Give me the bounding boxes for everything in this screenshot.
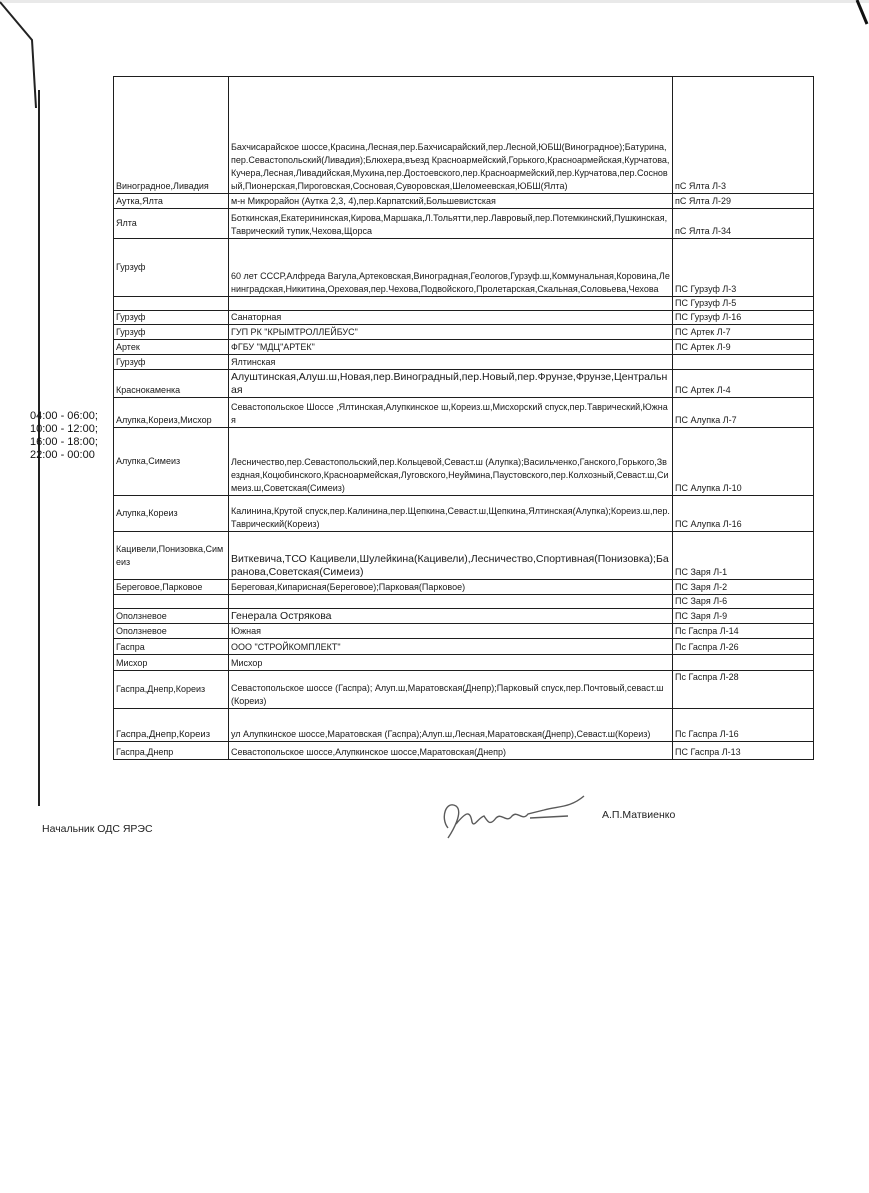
streets-cell: Южная <box>229 624 673 639</box>
table-row <box>114 340 814 355</box>
streets-cell: Мисхор <box>229 655 673 671</box>
area-cell: Гурзуф <box>114 325 229 340</box>
substation-cell: Пс Гаспра Л-16 <box>673 709 814 742</box>
substation-cell: ПС Заря Л-9 <box>673 609 814 624</box>
substation-cell: ПС Заря Л-1 <box>673 532 814 580</box>
scan-corner-mark <box>0 0 38 110</box>
handwritten-signature <box>418 788 590 846</box>
streets-cell: Севастопольское шоссе (Гаспра); Алуп.ш,Маратовская(Днепр);Парковый спуск,пер.Почтовый,севаст.ш(Кореиз) <box>229 671 673 709</box>
area-cell: Гаспра,Днепр,Кореиз <box>114 671 229 709</box>
table-row <box>114 595 814 609</box>
substation-cell: ПС Алупка Л-10 <box>673 428 814 496</box>
area-cell: Алупка,Симеиз <box>114 428 229 496</box>
substation-cell: пС Ялта Л-3 <box>673 77 814 194</box>
table-row <box>114 209 814 239</box>
substation-cell: ПС Гаспра Л-13 <box>673 742 814 760</box>
streets-cell: м-н Микрорайон (Аутка 2,3, 4),пер.Карпатский,Большевистская <box>229 194 673 209</box>
streets-cell <box>229 297 673 311</box>
table-row <box>114 239 814 297</box>
substation-cell: ПС Артек Л-4 <box>673 370 814 398</box>
scan-edge <box>0 0 869 3</box>
area-cell: Оползневое <box>114 609 229 624</box>
area-cell: Мисхор <box>114 655 229 671</box>
streets-cell: Ялтинская <box>229 355 673 370</box>
streets-cell: Санаторная <box>229 311 673 325</box>
streets-cell <box>229 595 673 609</box>
area-cell: Гаспра,Днепр,Кореиз <box>114 709 229 742</box>
substation-cell: ПС Гурзуф Л-5 <box>673 297 814 311</box>
area-cell: Алупка,Кореиз <box>114 496 229 532</box>
table-row <box>114 311 814 325</box>
substation-cell: ПС Артек Л-7 <box>673 325 814 340</box>
time-slot: 22:00 - 00:00 <box>30 449 95 461</box>
table-row <box>114 398 814 428</box>
substation-cell: ПС Заря Л-6 <box>673 595 814 609</box>
area-cell: Краснокаменка <box>114 370 229 398</box>
streets-cell: Алуштинская,Алуш.ш,Новая,пер.Виноградный,пер.Новый,пер.Фрунзе,Фрунзе,Центральная <box>229 370 673 398</box>
substation-cell: ПС Артек Л-9 <box>673 340 814 355</box>
area-cell: Ялта <box>114 209 229 239</box>
streets-cell: Севастопольское Шоссе ,Ялтинская,Алупкинское ш,Кореиз.ш,Мисхорский спуск,пер.Таврический,Южная <box>229 398 673 428</box>
substation-cell: пС Ялта Л-34 <box>673 209 814 239</box>
substation-cell: пС Ялта Л-29 <box>673 194 814 209</box>
table-row <box>114 532 814 580</box>
table-row <box>114 655 814 671</box>
substation-cell: ПС Заря Л-2 <box>673 580 814 595</box>
table-row <box>114 496 814 532</box>
substation-cell: Пс Гаспра Л-14 <box>673 624 814 639</box>
streets-cell: Бахчисарайское шоссе,Красина,Лесная,пер.Бахчисарайский,пер.Лесной,ЮБШ(Виноградное);Батурина,пер.Севастопольский(Ливадия);Блюхера,въезд Красноармейский,Горького,Красноармейская,Курчатова,Кучера,Лесная,Ливадийская,Мухина,пер.Достоевского,пер.Красноармейский,пер.Курчатова,пер.Сосновый,Пионерская,Пироговская,Сосновая,Суворовская,Шеломеевская,ЮБШ(Ялта) <box>229 77 673 194</box>
area-cell <box>114 595 229 609</box>
table-row <box>114 428 814 496</box>
streets-cell: Генерала Острякова <box>229 609 673 624</box>
area-cell: Аутка,Ялта <box>114 194 229 209</box>
table-row <box>114 355 814 370</box>
streets-cell: ГУП РК "КРЫМТРОЛЛЕЙБУС" <box>229 325 673 340</box>
time-slots <box>30 410 120 462</box>
streets-cell: Боткинская,Екатерининская,Кирова,Маршака,Л.Тольятти,пер.Лавровый,пер.Потемкинский,Пушкинская,Таврический тупик,Чехова,Щорса <box>229 209 673 239</box>
time-slot: 16:00 - 18:00; <box>30 436 98 448</box>
streets-cell: Севастопольское шоссе,Алупкинское шоссе,Маратовская(Днепр) <box>229 742 673 760</box>
substation-cell <box>673 655 814 671</box>
streets-cell: Калинина,Крутой спуск,пер.Калинина,пер.Щепкина,Севаст.ш,Щепкина,Ялтинская(Алупка);Кореиз.ш,пер.Таврический(Кореиз) <box>229 496 673 532</box>
substation-cell: Пс Гаспра Л-28 <box>673 671 814 709</box>
streets-cell: Виткевича,ТСО Кацивели,Шулейкина(Кацивели),Лесничество,Спортивная(Понизовка);Барановa,Советская(Симеиз) <box>229 532 673 580</box>
substation-cell: ПС Гурзуф Л-3 <box>673 239 814 297</box>
area-cell: Гурзуф <box>114 355 229 370</box>
table-row <box>114 370 814 398</box>
streets-cell: ФГБУ "МДЦ"АРТЕК" <box>229 340 673 355</box>
signatory-name: А.П.Матвиенко <box>602 809 676 821</box>
table-row <box>114 624 814 639</box>
area-cell: Гурзуф <box>114 311 229 325</box>
streets-cell: Береговая,Кипарисная(Береговое);Парковая(Парковое) <box>229 580 673 595</box>
area-cell: Оползневое <box>114 624 229 639</box>
table-row <box>114 709 814 742</box>
substation-cell <box>673 355 814 370</box>
area-cell: Гурзуф <box>114 239 229 297</box>
time-slot: 04:00 - 06:00; <box>30 410 98 422</box>
time-slot: 10:00 - 12:00; <box>30 423 98 435</box>
area-cell <box>114 297 229 311</box>
substation-cell: ПС Алупка Л-16 <box>673 496 814 532</box>
area-cell: Виноградное,Ливадия <box>114 77 229 194</box>
substation-cell: Пс Гаспра Л-26 <box>673 639 814 655</box>
table-row <box>114 671 814 709</box>
table-row <box>114 77 814 194</box>
area-cell: Береговое,Парковое <box>114 580 229 595</box>
table-row <box>114 609 814 624</box>
streets-cell: ООО "СТРОЙКОМПЛЕКТ" <box>229 639 673 655</box>
area-cell: Гаспра <box>114 639 229 655</box>
scan-corner-mark-right <box>849 0 869 30</box>
table-row <box>114 297 814 311</box>
substation-cell: ПС Алупка Л-7 <box>673 398 814 428</box>
table-row <box>114 639 814 655</box>
streets-cell: ул Алупкинское шоссе,Маратовская (Гаспра);Алуп.ш,Лесная,Маратовская(Днепр),Севаст.ш(Кореиз) <box>229 709 673 742</box>
area-cell: Кацивели,Понизовка,Симеиз <box>114 532 229 580</box>
table-row <box>114 742 814 760</box>
table-row <box>114 325 814 340</box>
area-cell: Гаспра,Днепр <box>114 742 229 760</box>
area-cell: Артек <box>114 340 229 355</box>
table-row <box>114 194 814 209</box>
streets-cell: 60 лет СССР,Алфреда Вагула,Артековская,Виноградная,Геологов,Гурзуф.ш,Коммунальная,Коровина,Ленинградская,Никитина,Ореховая,пер.Чехова,Подвойского,Пролетарская,Скальная,Соловьева,Чехова <box>229 239 673 297</box>
area-cell: Алупка,Кореиз,Мисхор <box>114 398 229 428</box>
outage-schedule-table <box>113 76 814 760</box>
signatory-title: Начальник ОДС ЯРЭС <box>42 823 153 835</box>
table-row <box>114 580 814 595</box>
substation-cell: ПС Гурзуф Л-16 <box>673 311 814 325</box>
streets-cell: Лесничество,пер.Севастопольский,пер.Кольцевой,Севаст.ш (Алупка);Васильченко,Ганского,Горького,Звездная,Коцюбинского,Красноармейская,Луговского,Неуймина,Паустовского,пер.Колхозный,Севаст.ш,Симеиз.ш,Советская(Симеиз) <box>229 428 673 496</box>
